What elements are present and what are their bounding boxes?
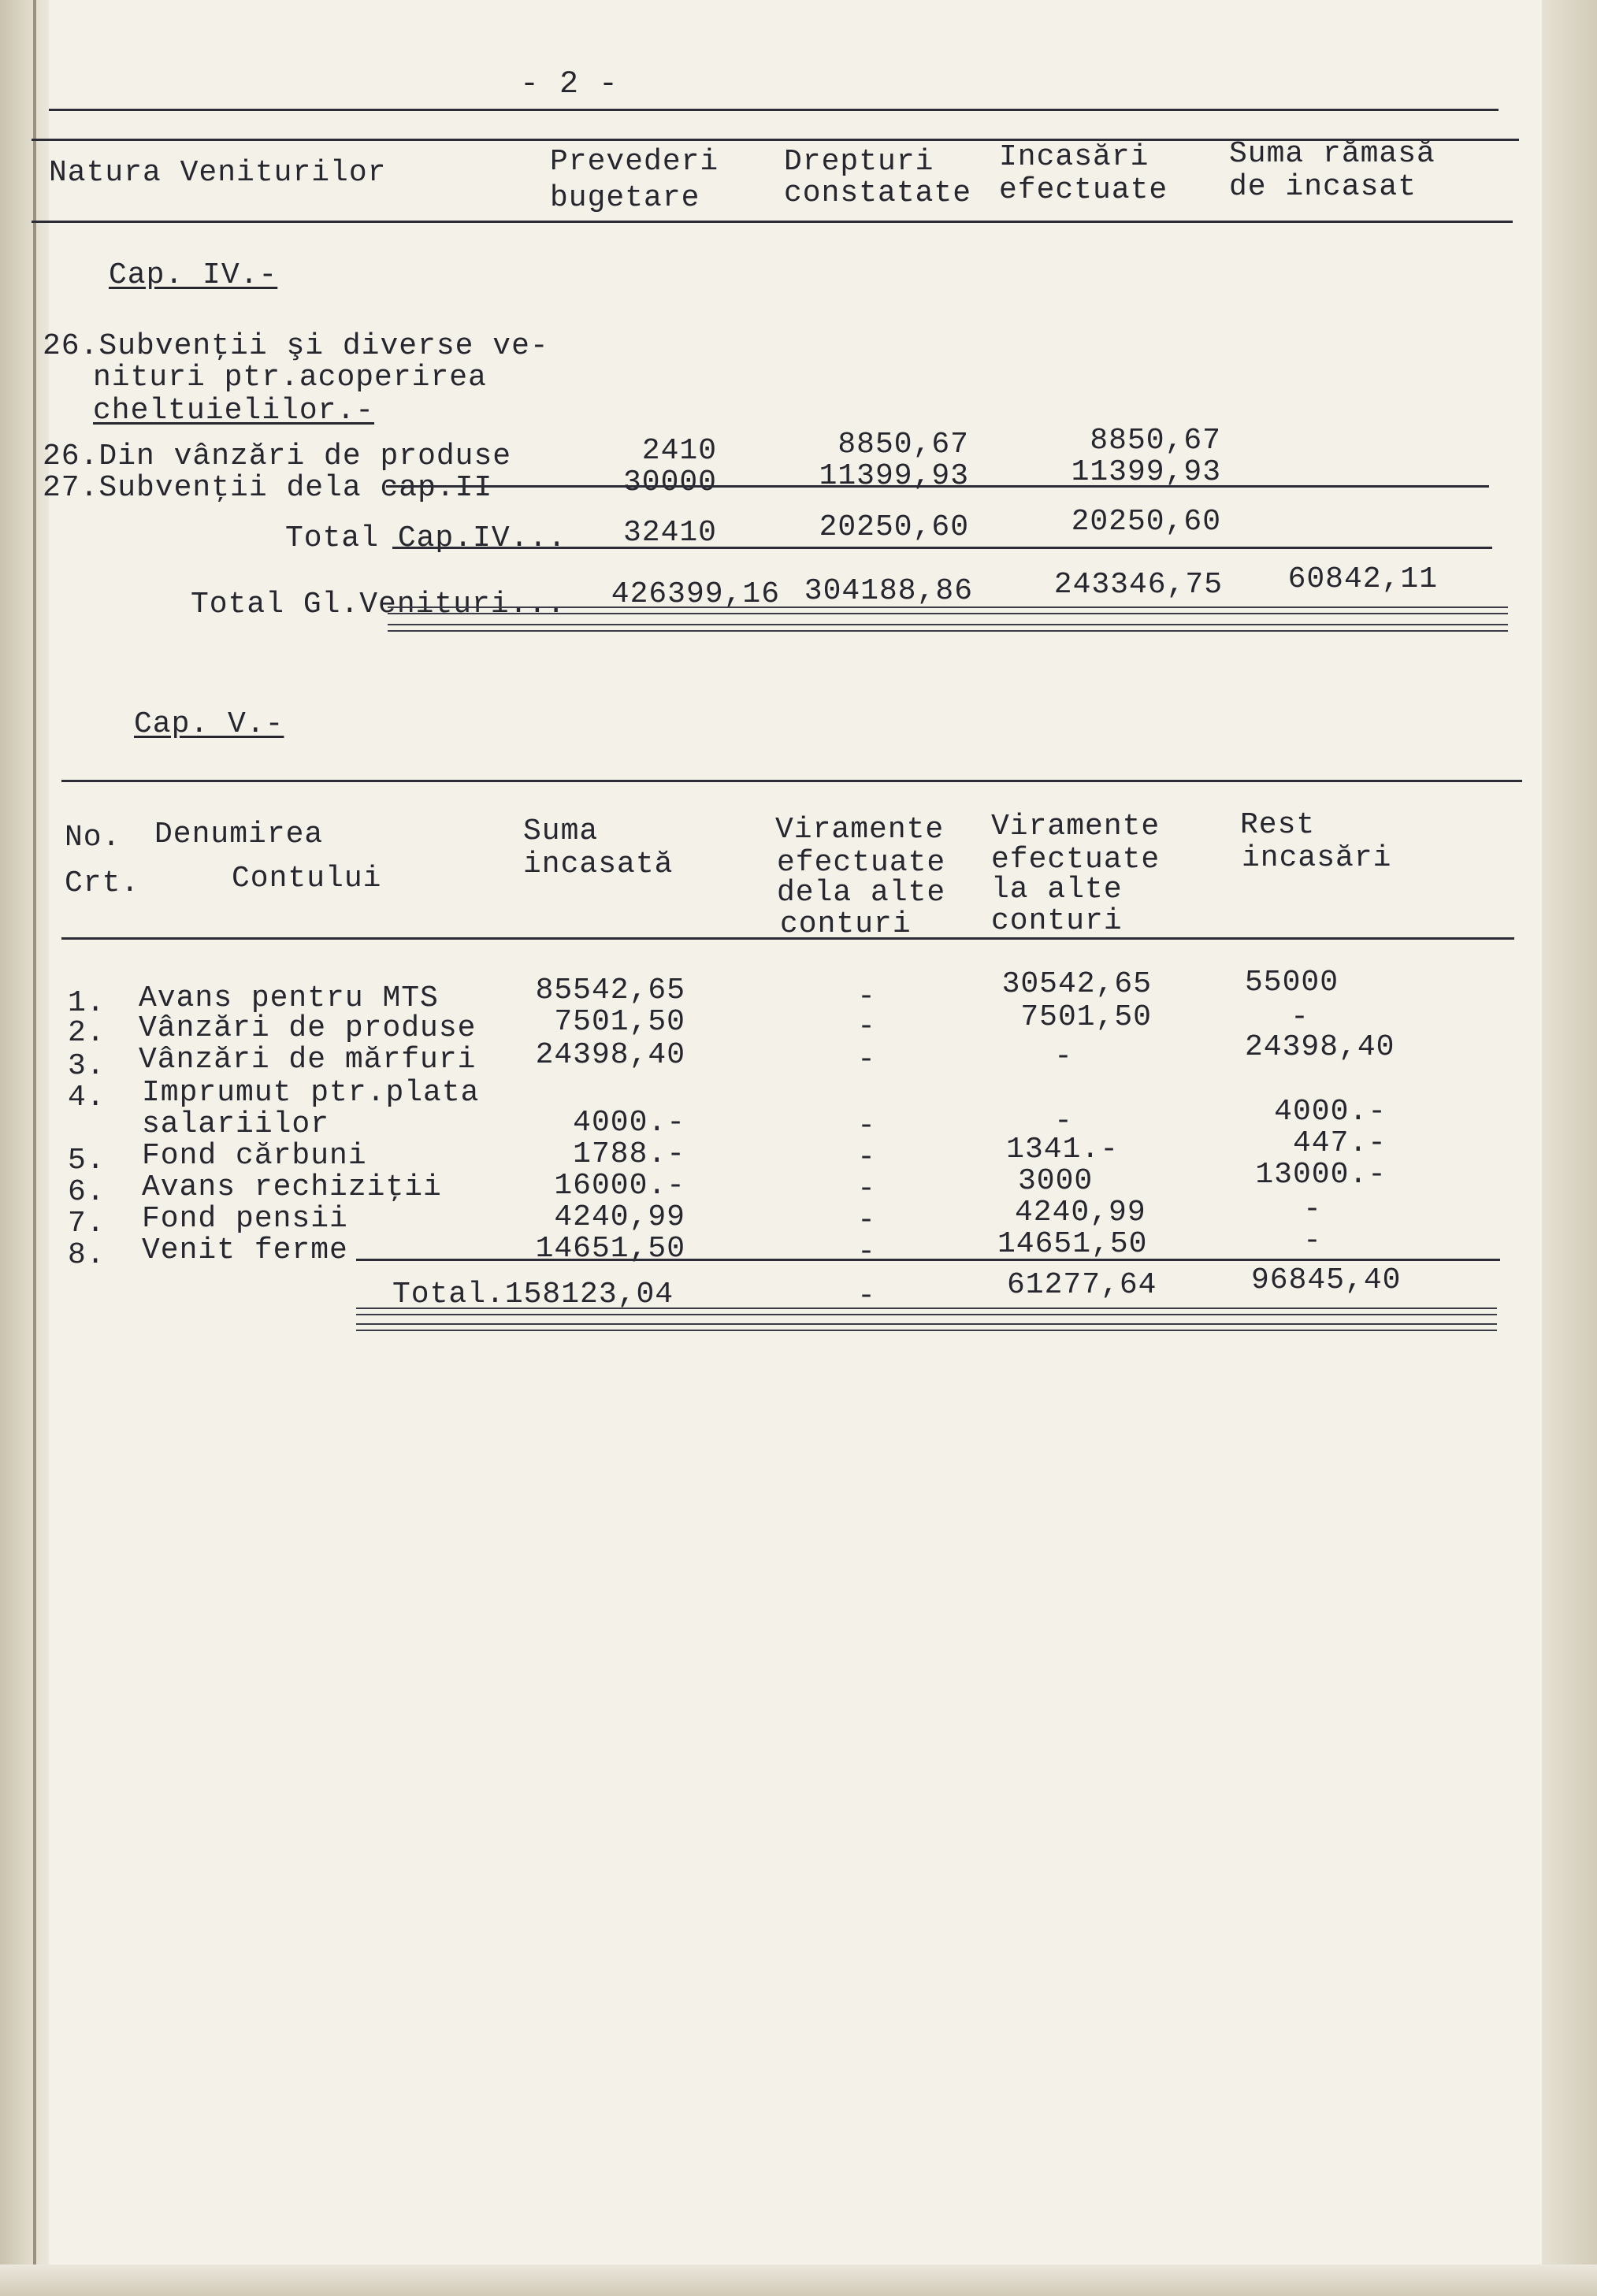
item26-heading-line3: cheltuielilor.- — [93, 394, 375, 428]
header-den-2: Contului — [232, 862, 382, 896]
header-suma-incasata-1: Suma — [523, 814, 599, 848]
paper-left-edge — [0, 0, 49, 2296]
table2-row-name: Avans pentru MTS — [139, 981, 439, 1015]
header-vir-la-3: la alte — [991, 873, 1123, 907]
header-natura: Natura Veniturilor — [49, 156, 387, 190]
table2-row-no: 3. — [68, 1049, 106, 1083]
total-gl-drepturi: 304188,86 — [804, 574, 973, 608]
table2-row-suma: 85542,65 — [535, 974, 685, 1007]
header-vir-din-3: dela alte — [777, 876, 946, 910]
header-vir-la-2: efectuate — [991, 843, 1161, 877]
table2-row-vir-din: - — [857, 1235, 876, 1269]
table2-row-name: Vânzări de produse — [139, 1011, 477, 1045]
table2-row-rest: 13000.- — [1255, 1158, 1387, 1192]
table2-row-name: Fond pensii — [142, 1202, 348, 1236]
total-gl-suma: 60842,11 — [1287, 562, 1438, 596]
table2-total-vir-la: 61277,64 — [1007, 1268, 1157, 1302]
table2-row-vir-din: - — [857, 1109, 876, 1143]
header-no-1: No. — [65, 821, 121, 855]
table2-row-vir-din: - — [857, 1043, 876, 1077]
header-rest-1: Rest — [1240, 808, 1316, 842]
table2-total-vir-din: - — [857, 1279, 876, 1313]
table2-row-suma: 7501,50 — [554, 1005, 685, 1039]
item26-heading-line1: 26.Subvenţii şi diverse ve- — [43, 329, 549, 363]
table2-top-rule — [61, 780, 1522, 782]
header-vir-din-2: efectuate — [777, 846, 946, 880]
table2-row-vir-la: 14651,50 — [997, 1227, 1148, 1261]
table2-row-no: 1. — [68, 986, 106, 1020]
subtotal-rule — [386, 485, 1489, 488]
grand-total-double-rule — [388, 606, 1508, 614]
table2-row-vir-la: - — [1054, 1040, 1073, 1074]
header-prevederi-2: bugetare — [550, 181, 700, 215]
table2-double-rule — [356, 1307, 1497, 1315]
header-drepturi-2: constatate — [784, 176, 972, 210]
total-cap-iv-label: Total Cap.IV... — [285, 521, 567, 555]
binding-line — [33, 0, 36, 2296]
table1-row-incasari: 11399,93 — [1071, 455, 1221, 489]
total-rule — [392, 547, 1492, 549]
table1-row-label: 26.Din vânzări de produse — [43, 440, 512, 473]
table2-total-rule — [356, 1259, 1500, 1261]
table2-row-rest: - — [1303, 1193, 1322, 1226]
total-cap-iv-prevederi: 32410 — [622, 516, 717, 550]
table2-total-label: Total.158123,04 — [392, 1278, 674, 1311]
header-vir-din-4: conturi — [780, 907, 912, 941]
table1-row-incasari: 8850,67 — [1090, 424, 1221, 458]
table1-top-rule — [49, 109, 1499, 111]
table2-row-no: 8. — [68, 1238, 106, 1272]
table2-row-vir-la: 1341.- — [1006, 1133, 1119, 1167]
table2-row-suma: 1788.- — [573, 1137, 685, 1171]
table2-row-rest: 4000.- — [1274, 1095, 1387, 1129]
header-drepturi-1: Drepturi — [784, 145, 934, 179]
table2-row-rest: 24398,40 — [1245, 1030, 1395, 1064]
table2-row-name: Imprumut ptr.plata — [142, 1076, 480, 1110]
table2-row-rest: 55000 — [1245, 966, 1339, 1000]
table2-row-name: Fond cărbuni — [142, 1139, 367, 1173]
cap-iv-title: Cap. IV.- — [109, 258, 278, 292]
table1-row-prevederi: 30000 — [622, 466, 717, 499]
table2-row-rest: - — [1303, 1224, 1322, 1258]
paper-right-edge — [1542, 0, 1597, 2296]
header-suma-incasata-2: incasată — [523, 848, 674, 881]
table2-row-suma: 24398,40 — [535, 1038, 685, 1072]
table1-row-drepturi: 8850,67 — [837, 428, 969, 462]
table2-row-rest: 447.- — [1292, 1126, 1387, 1160]
table2-row-name: Avans rechiziţii — [142, 1170, 442, 1204]
table2-row-vir-la: 30542,65 — [1001, 967, 1152, 1001]
header-no-2: Crt. — [65, 866, 140, 900]
table2-row-rest: - — [1291, 1000, 1309, 1034]
table2-row-vir-din: - — [857, 1010, 876, 1044]
total-gl-prevederi: 426399,16 — [611, 577, 780, 611]
table2-row-vir-la: 4240,99 — [1015, 1196, 1146, 1230]
table2-row-vir-din: - — [857, 1141, 876, 1174]
page-number: - 2 - — [520, 67, 619, 102]
total-gl-incasari: 243346,75 — [1053, 568, 1223, 602]
paper-bottom-edge — [0, 2264, 1597, 2296]
table1-header-rule — [32, 221, 1513, 223]
table2-row-no: 6. — [68, 1175, 106, 1209]
header-suma-2: de incasat — [1229, 170, 1417, 204]
table2-header-rule — [61, 937, 1514, 940]
table2-row-vir-la: 7501,50 — [1020, 1000, 1152, 1034]
header-den-1: Denumirea — [154, 818, 324, 851]
table2-row-suma: 14651,50 — [535, 1232, 685, 1266]
table1-row-prevederi: 2410 — [641, 434, 717, 468]
table2-row-name-2: salariilor — [142, 1107, 330, 1141]
table2-row-suma: 16000.- — [554, 1169, 685, 1203]
table2-row-no: 5. — [68, 1144, 106, 1178]
header-incasari-2: efectuate — [999, 173, 1168, 207]
table1-row-label: 27.Subvenţii dela cap.II — [43, 471, 493, 505]
table2-double-rule-2 — [356, 1323, 1497, 1331]
table2-row-vir-la: - — [1054, 1104, 1073, 1138]
total-cap-iv-incasari: 20250,60 — [1071, 505, 1221, 539]
header-rest-2: incasări — [1242, 841, 1392, 875]
header-vir-la-4: conturi — [991, 904, 1123, 938]
total-cap-iv-drepturi: 20250,60 — [819, 510, 969, 544]
header-incasari-1: Incasări — [999, 140, 1149, 174]
table2-row-no: 4. — [68, 1081, 106, 1115]
table2-row-vir-din: - — [857, 980, 876, 1014]
header-suma-1: Suma rămasă — [1229, 137, 1435, 171]
table2-row-vir-la: 3000 — [1018, 1164, 1094, 1198]
item26-heading-line2: nituri ptr.acoperirea — [93, 361, 487, 395]
table2-row-name: Venit ferme — [142, 1233, 348, 1267]
table2-row-no: 2. — [68, 1016, 106, 1050]
table2-row-name: Vânzări de mărfuri — [139, 1043, 477, 1077]
table2-row-suma: 4000.- — [573, 1106, 685, 1140]
table2-total-rest: 96845,40 — [1251, 1263, 1402, 1297]
table2-row-vir-din: - — [857, 1172, 876, 1206]
table1-row-drepturi: 11399,93 — [819, 459, 969, 493]
header-vir-la-1: Viramente — [991, 810, 1161, 844]
total-gl-label: Total Gl.Venituri... — [191, 588, 566, 621]
grand-total-double-rule-2 — [388, 624, 1508, 632]
cap-v-title: Cap. V.- — [134, 707, 284, 741]
table2-row-no: 7. — [68, 1207, 106, 1241]
table2-row-suma: 4240,99 — [554, 1200, 685, 1234]
header-prevederi-1: Prevederi — [550, 145, 719, 179]
header-vir-din-1: Viramente — [775, 813, 945, 847]
table2-row-vir-din: - — [857, 1204, 876, 1237]
